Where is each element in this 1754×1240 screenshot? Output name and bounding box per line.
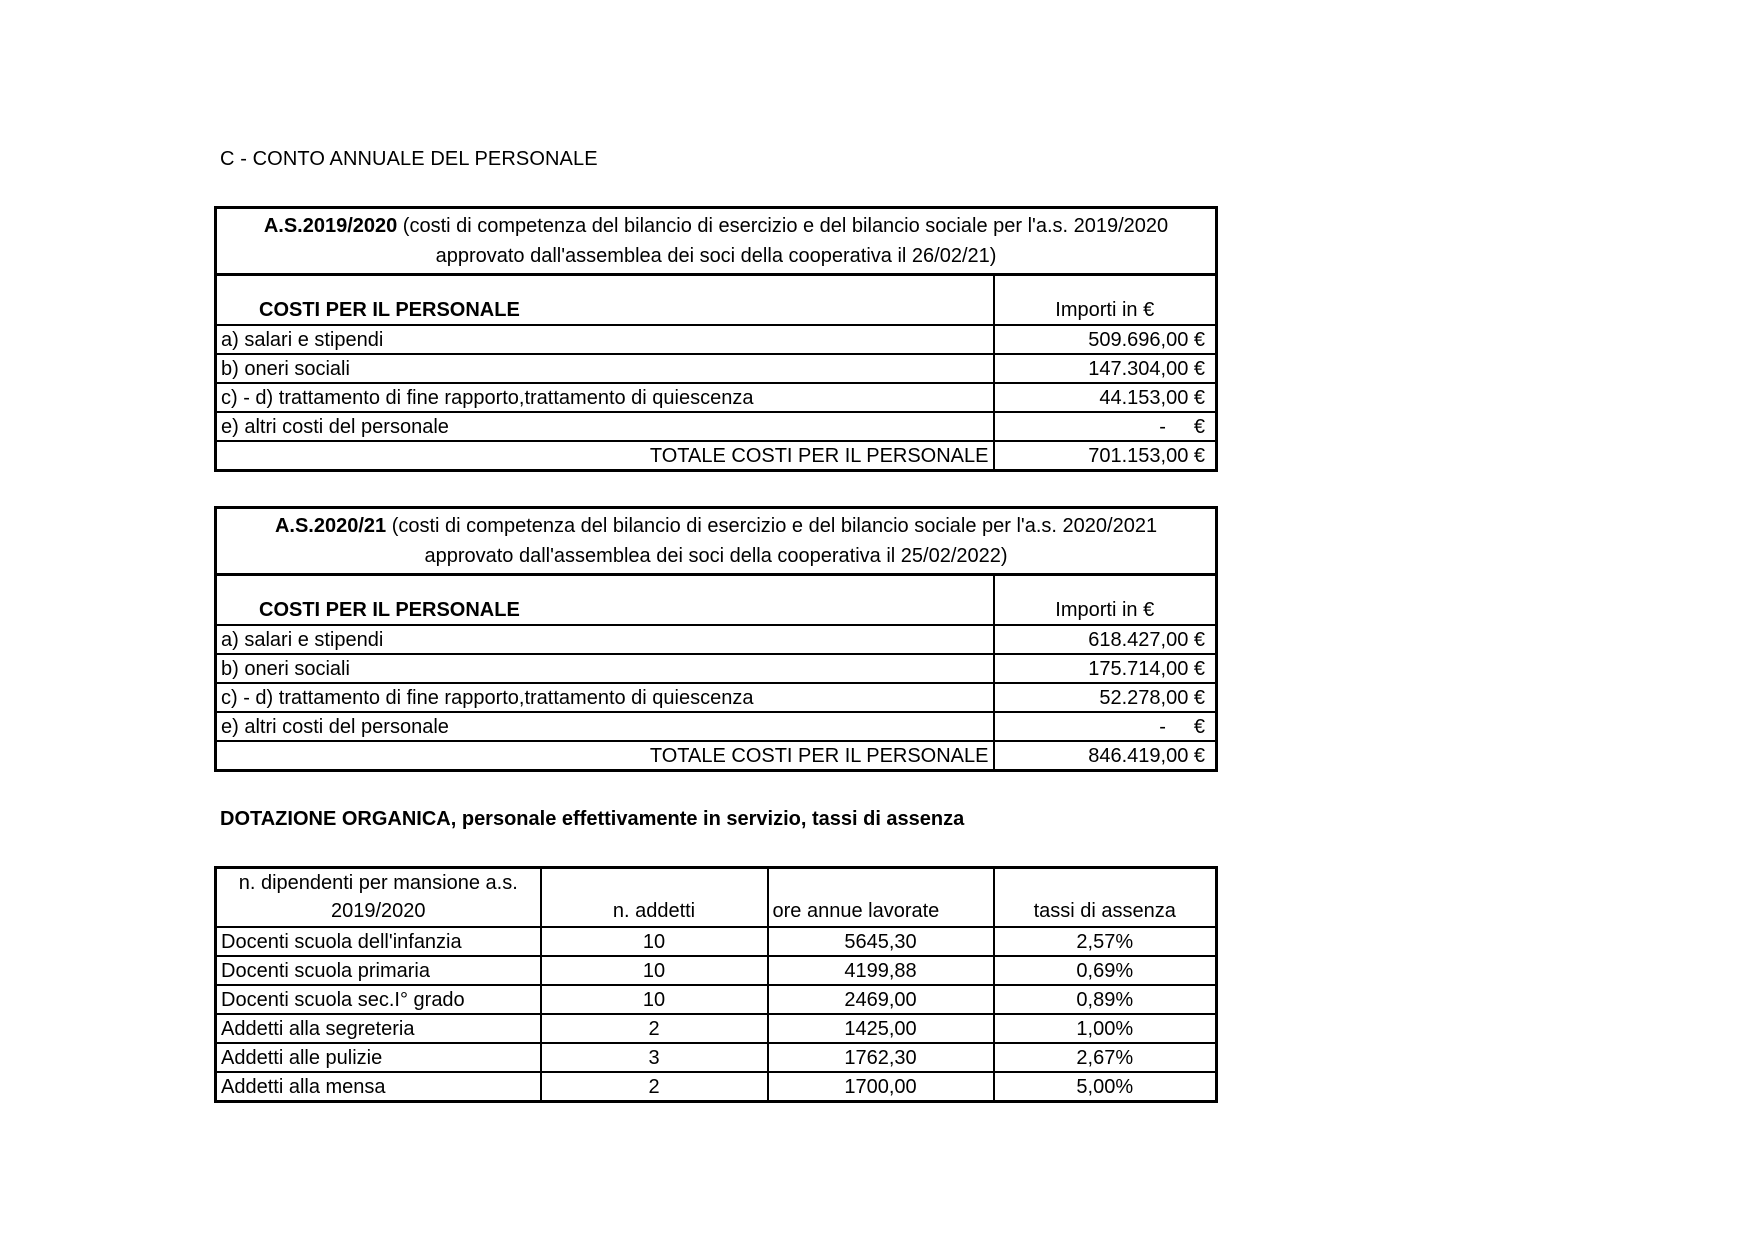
hours-cell: 2469,00 [768,985,994,1014]
cost-label: e) altri costi del personale [216,712,994,741]
cost-label: b) oneri sociali [216,654,994,683]
total-row [216,741,1217,771]
total-label: TOTALE COSTI PER IL PERSONALE [216,741,994,771]
absence-cell: 5,00% [994,1072,1217,1102]
table-row [216,1072,1217,1102]
table-row [216,354,1217,383]
cost-label: b) oneri sociali [216,354,994,383]
table-row [216,985,1217,1014]
table-row [216,325,1217,354]
page-title: C - CONTO ANNUALE DEL PERSONALE [220,148,598,170]
dash-value: - [1159,715,1166,738]
cost-amount: 618.427,00 € [994,625,1217,654]
absence-cell: 0,69% [994,956,1217,985]
cost-label: a) salari e stipendi [216,325,994,354]
total-row [216,441,1217,471]
table-row [216,654,1217,683]
role-cell: Docenti scuola sec.I° grado [216,985,541,1014]
table-row [216,712,1217,741]
table-caption [216,208,1217,275]
cost-label: e) altri costi del personale [216,412,994,441]
hours-cell: 1425,00 [768,1014,994,1043]
role-cell: Docenti scuola dell'infanzia [216,927,541,956]
role-cell: Addetti alla segreteria [216,1014,541,1043]
column-header-count: n. addetti [541,868,768,928]
column-header-role-line1: n. dipendenti per mansione a.s. [238,872,518,894]
absence-cell: 1,00% [994,1014,1217,1043]
column-header-label: COSTI PER IL PERSONALE [216,275,994,326]
count-cell: 3 [541,1043,768,1072]
cost-amount [994,712,1217,741]
hours-cell: 5645,30 [768,927,994,956]
dash-value: - [1159,415,1166,438]
hours-cell: 1762,30 [768,1043,994,1072]
column-header-role [216,868,541,928]
table-caption [216,508,1217,575]
caption-text-line2: approvato dall'assemblea dei soci della cooperativa il 26/02/21) [435,245,997,267]
table-row [216,1014,1217,1043]
cost-amount: 52.278,00 € [994,683,1217,712]
cost-label: c) - d) trattamento di fine rapporto,trattamento di quiescenza [216,683,994,712]
absence-cell: 2,67% [994,1043,1217,1072]
cost-amount: 175.714,00 € [994,654,1217,683]
cost-amount: 147.304,00 € [994,354,1217,383]
role-cell: Docenti scuola primaria [216,956,541,985]
table-row [216,625,1217,654]
table-row [216,383,1217,412]
currency-symbol: € [1193,415,1205,438]
cost-label: c) - d) trattamento di fine rapporto,trattamento di quiescenza [216,383,994,412]
cost-amount: 509.696,00 € [994,325,1217,354]
role-cell: Addetti alla mensa [216,1072,541,1102]
column-header-absence: tassi di assenza [994,868,1217,928]
cost-amount [994,412,1217,441]
cost-amount: 44.153,00 € [994,383,1217,412]
count-cell: 2 [541,1014,768,1043]
table-row [216,683,1217,712]
hours-cell: 4199,88 [768,956,994,985]
section-heading: DOTAZIONE ORGANICA, personale effettivamente in servizio, tassi di assenza [220,808,965,830]
caption-year: A.S.2020/21 [274,515,387,537]
absence-cell: 0,89% [994,985,1217,1014]
caption-year: A.S.2019/2020 [263,215,398,237]
staff-table [214,866,1218,1103]
cost-label: a) salari e stipendi [216,625,994,654]
role-cell: Addetti alle pulizie [216,1043,541,1072]
caption-text-line2: approvato dall'assemblea dei soci della cooperativa il 25/02/2022) [424,545,1008,567]
cost-table-2020-2021 [214,506,1218,772]
table-row [216,412,1217,441]
column-header-role-line2: 2019/2020 [330,900,426,922]
total-amount: 846.419,00 € [994,741,1217,771]
column-header-amount: Importi in € [994,575,1217,626]
cost-table-2019-2020 [214,206,1218,472]
hours-cell: 1700,00 [768,1072,994,1102]
total-amount: 701.153,00 € [994,441,1217,471]
table-row [216,956,1217,985]
count-cell: 2 [541,1072,768,1102]
table-row [216,1043,1217,1072]
count-cell: 10 [541,927,768,956]
count-cell: 10 [541,956,768,985]
table-row [216,927,1217,956]
caption-text-line1: (costi di competenza del bilancio di esercizio e del bilancio sociale per l'a.s. 2019/2020 [397,215,1169,237]
caption-text-line1: (costi di competenza del bilancio di esercizio e del bilancio sociale per l'a.s. 2020/2021 [386,515,1158,537]
currency-symbol: € [1193,715,1206,738]
total-label: TOTALE COSTI PER IL PERSONALE [216,441,994,471]
count-cell: 10 [541,985,768,1014]
column-header-amount: Importi in € [994,275,1217,326]
absence-cell: 2,57% [994,927,1217,956]
column-header-label: COSTI PER IL PERSONALE [216,575,994,626]
column-header-hours: ore annue lavorate [768,868,994,928]
